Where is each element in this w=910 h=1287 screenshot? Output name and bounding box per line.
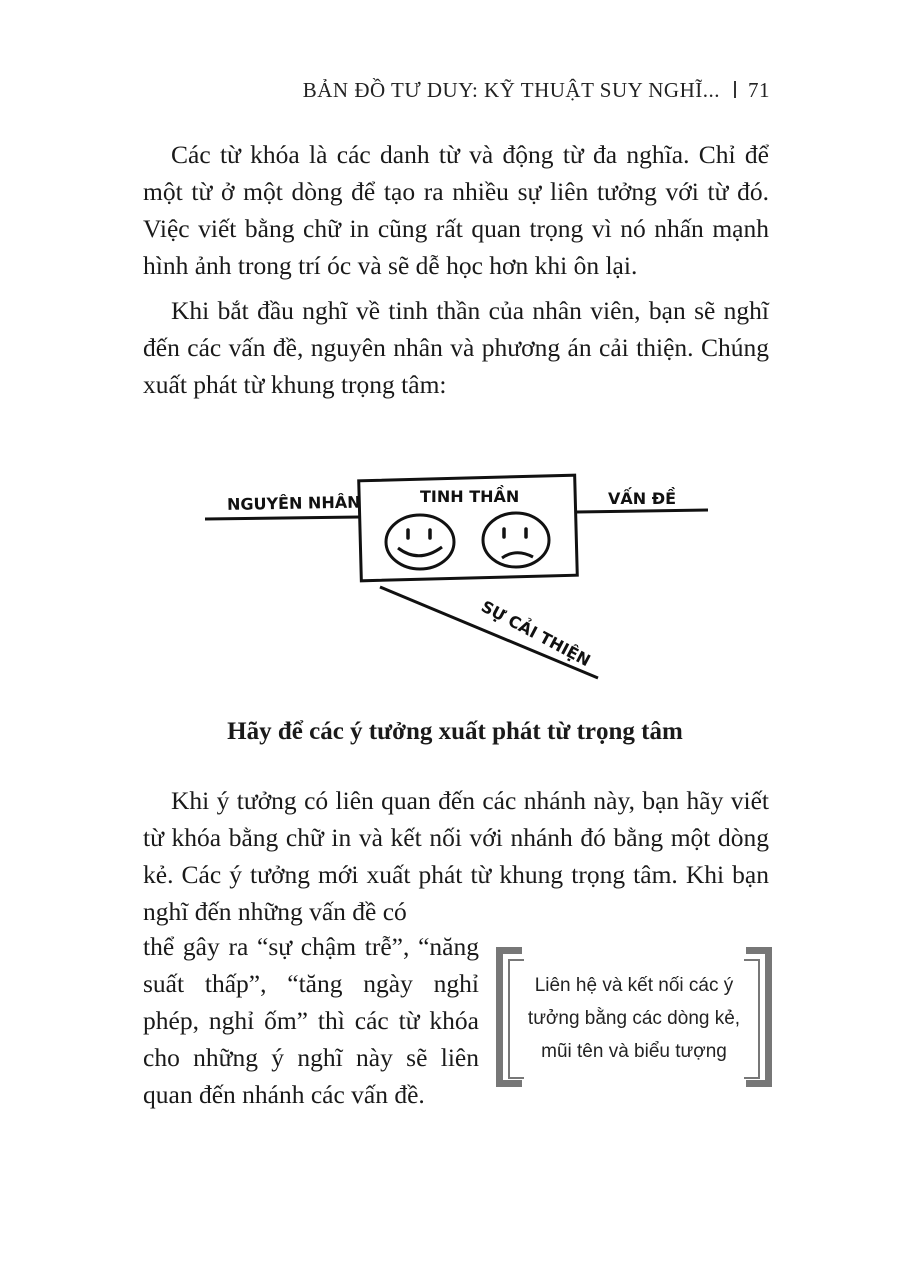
running-header	[303, 78, 770, 103]
happy-face-icon	[386, 515, 454, 569]
left-branch-line	[205, 517, 360, 519]
callout-text: Liên hệ và kết nối các ý tưởng bằng các dòng kẻ, mũi tên và biểu tượng	[527, 975, 741, 1062]
center-label: TINH THẦN	[420, 487, 520, 506]
left-branch-label: NGUYÊN NHÂN	[226, 492, 361, 514]
callout-box	[496, 947, 772, 1087]
mind-map-diagram	[190, 460, 730, 690]
lower-branch-label: SỰ CẢI THIỆN	[478, 596, 594, 671]
header-separator	[734, 81, 736, 98]
page-number: 71	[748, 78, 770, 102]
right-branch-line	[576, 510, 708, 512]
paragraph-problems: thể gây ra “sự chậm trễ”, “năng suất thấp”, “tăng ngày nghỉ phép, nghỉ ốm” thì các từ khóa cho những ý nghĩ này sẽ liên quan đến nhánh các vấn đề.	[143, 932, 479, 1109]
header-title: BẢN ĐỒ TƯ DUY: KỸ THUẬT SUY NGHĨ...	[302, 78, 720, 102]
figure-caption: Hãy để các ý tưởng xuất phát từ trọng tâm	[227, 718, 683, 745]
sad-face-icon	[483, 513, 549, 567]
paragraph-morale: Khi bắt đầu nghĩ về tinh thần của nhân viên, bạn sẽ nghĩ đến các vấn đề, nguyên nhân và phương án cải thiện. Chúng xuất phát từ khung trọng tâm:	[143, 296, 769, 399]
right-branch-label: VẤN ĐỀ	[608, 489, 677, 508]
paragraph-keywords: Các từ khóa là các danh từ và động từ đa nghĩa. Chỉ để một từ ở một dòng để tạo ra nhiều sự liên tưởng với từ đó. Việc viết bằng chữ in cũng rất quan trọng vì nó nhấn mạnh hình ảnh trong trí óc và sẽ dễ học hơn khi ôn lại.	[143, 140, 769, 280]
paragraph-branches: Khi ý tưởng có liên quan đến các nhánh này, bạn hãy viết từ khóa bằng chữ in và kết nối với nhánh đó bằng một dòng kẻ. Các ý tưởng mới xuất phát từ khung trọng tâm. Khi bạn nghĩ đến những vấn đề có	[143, 786, 769, 926]
